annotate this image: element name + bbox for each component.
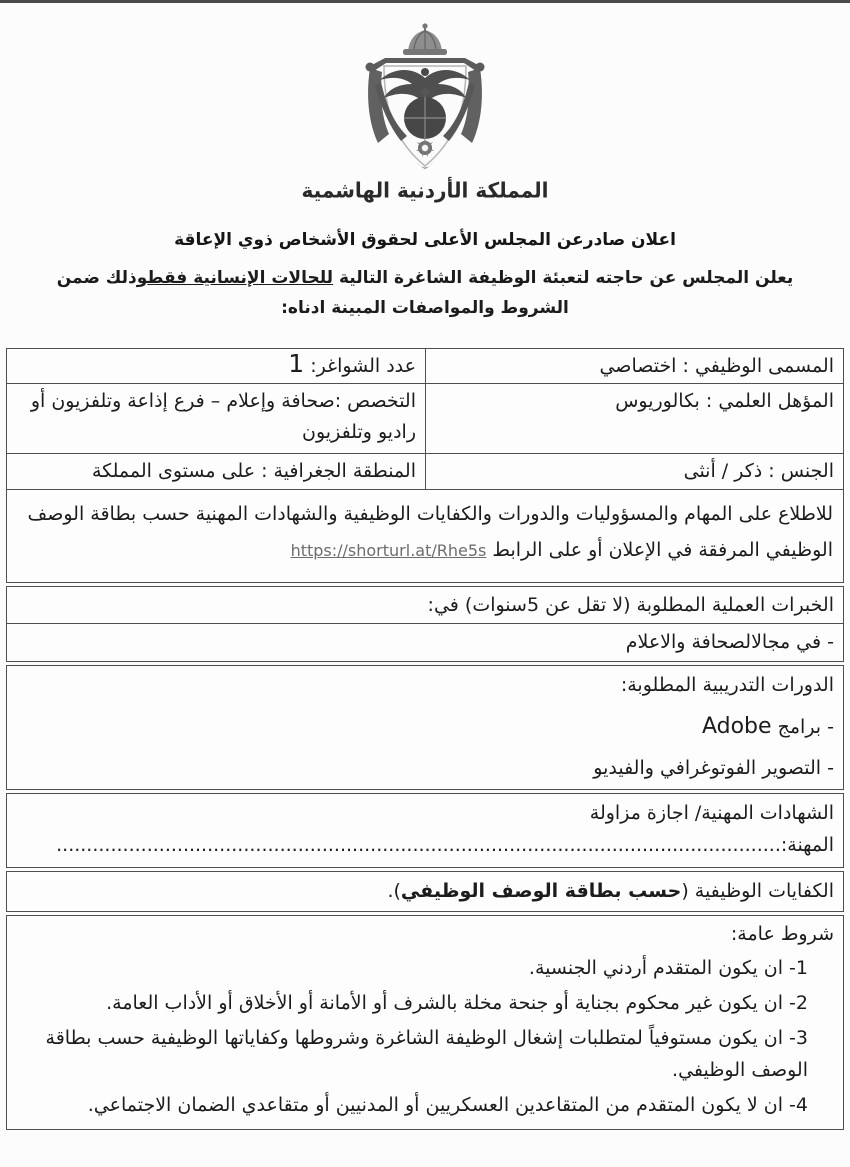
region-cell: المنطقة الجغرافية : على مستوى المملكة — [91, 460, 416, 483]
intro-text-part2: وذلك ضمن الشروط والمواصفات المبينة ادناه: — [56, 268, 569, 318]
job-description-link-row — [7, 490, 843, 582]
intro-underlined-text: للحالات الإنسانية فقط — [147, 268, 334, 288]
courses-header: الدورات التدريبية المطلوبة: — [620, 673, 834, 696]
vacancies-count: 1 — [288, 348, 305, 378]
courses-item-photography: - التصوير الفوتوغرافي والفيديو — [593, 757, 834, 780]
page-top-border — [0, 0, 850, 3]
competencies-part2: ). — [387, 880, 401, 903]
competencies-row — [7, 872, 843, 910]
courses-item-adobe-prefix: - برامج — [771, 715, 834, 738]
job-title-cell: المسمى الوظيفي : اختصاصي — [425, 349, 843, 384]
intro-text-part1: يعلن المجلس عن حاجته لتعبئة الوظيفة الشاغرة التالية — [333, 268, 794, 288]
certificates-table — [6, 793, 844, 869]
experience-table — [6, 586, 844, 662]
tables-container — [6, 348, 844, 1131]
vacancies-cell — [7, 349, 425, 384]
emblem-container — [0, 16, 850, 174]
table-row-qualification — [7, 384, 843, 454]
gender-cell: الجنس : ذكر / أنثى — [425, 454, 843, 489]
job-info-table — [6, 348, 844, 584]
qualification-cell: المؤهل العلمي : بكالوريوس — [425, 384, 843, 453]
experience-item: - في مجالالصحافة والاعلام — [625, 631, 834, 654]
table-row-gender — [7, 454, 843, 490]
courses-table — [6, 665, 844, 790]
announcement-title: اعلان صادرعن المجلس الأعلى لحقوق الأشخاص ذوي الإعاقة — [174, 230, 676, 250]
experience-header: الخبرات العملية المطلوبة (لا تقل عن 5سنوات) في: — [7, 587, 843, 624]
courses-item-adobe — [7, 705, 843, 750]
courses-item-adobe-name: Adobe — [701, 713, 772, 739]
conditions-table — [6, 915, 844, 1131]
certificates-row — [7, 794, 843, 868]
job-description-link[interactable]: https://shorturl.at/Rhe5s — [290, 541, 487, 561]
table-row-job-title — [7, 349, 843, 385]
certificates-dotted-blank: المهنة:........................................................................................................................ — [56, 833, 834, 856]
jordan-coat-of-arms-emblem — [340, 16, 510, 174]
competencies-table — [6, 871, 844, 911]
certificates-label: الشهادات المهنية/ اجازة مزاولة — [589, 801, 834, 824]
conditions-header: شروط عامة: — [730, 922, 834, 945]
condition-item-3: 3- ان يكون مستوفياً لمتطلبات إشغال الوظيفة الشاغرة وشروطها وكفاياتها الوظيفية حسب بطاقة الوصف الوظيفي. — [45, 1026, 808, 1081]
specialization-cell: التخصص :صحافة وإعلام – فرع إذاعة وتلفزيون أو راديو وتلفزيون — [30, 390, 416, 444]
condition-item-1: 1- ان يكون المتقدم أردني الجنسية. — [528, 956, 808, 979]
competencies-part1: الكفايات الوظيفية ( — [681, 880, 834, 903]
competencies-bold: حسب بطاقة الوصف الوظيفي — [400, 880, 682, 903]
vacancies-label: عدد الشواغر: — [304, 354, 416, 377]
details-text: للاطلاع على المهام والمسؤوليات والدورات والكفايات الوظيفية والشهادات المهنية حسب بطاقة الوصف الوظيفي المرفقة في الإعلان أو على الرابط — [27, 503, 833, 562]
condition-item-4: 4- ان لا يكون المتقدم من المتقاعدين العسكريين أو المدنيين أو متقاعدي الضمان الاجتماعي. — [87, 1093, 808, 1116]
kingdom-calligraphy: المملكة الأردنية الهاشمية — [301, 177, 549, 203]
intro-paragraph — [24, 264, 826, 324]
condition-item-2: 2- ان يكون غير محكوم بجناية أو جنحة مخلة بالشرف أو الأمانة أو الأخلاق أو الأداب العامة. — [106, 991, 808, 1014]
